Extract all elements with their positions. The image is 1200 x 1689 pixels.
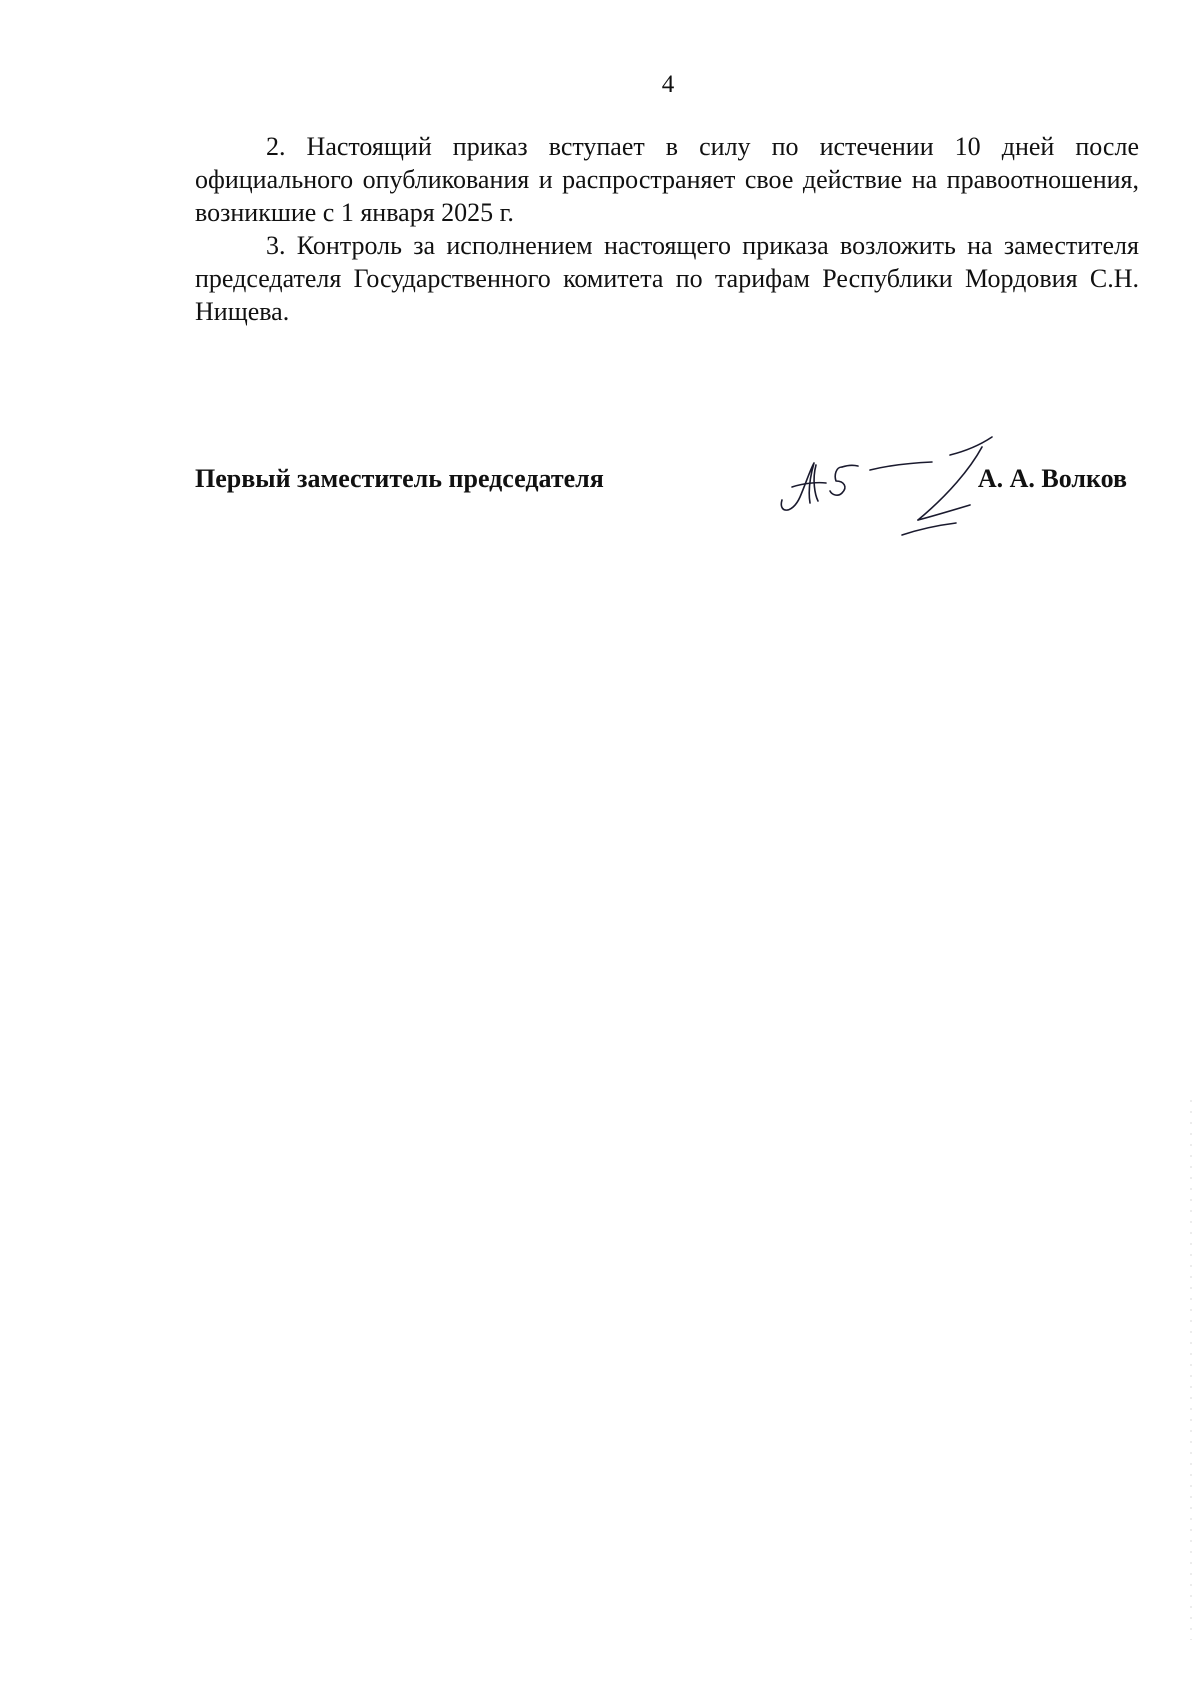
scan-edge-artifact	[1190, 1100, 1192, 1640]
signer-name: А. А. Волков	[977, 464, 1127, 493]
document-body	[195, 130, 1139, 328]
paragraph-control: 3. Контроль за исполнением настоящего приказа возложить на заместителя председателя Государственного комитета по тарифам Республики Мордовия С.Н. Нищева.	[195, 231, 1139, 326]
signer-title: Первый заместитель председателя	[195, 464, 604, 493]
page-number: 4	[661, 71, 675, 98]
handwritten-signature	[770, 425, 1010, 545]
paragraph-entry-into-force: 2. Настоящий приказ вступает в силу по истечении 10 дней после официального опубликования и распространяет свое действие на правоотношения, возникшие с 1 января 2025 г.	[195, 132, 1139, 227]
signature-block	[195, 450, 1139, 540]
